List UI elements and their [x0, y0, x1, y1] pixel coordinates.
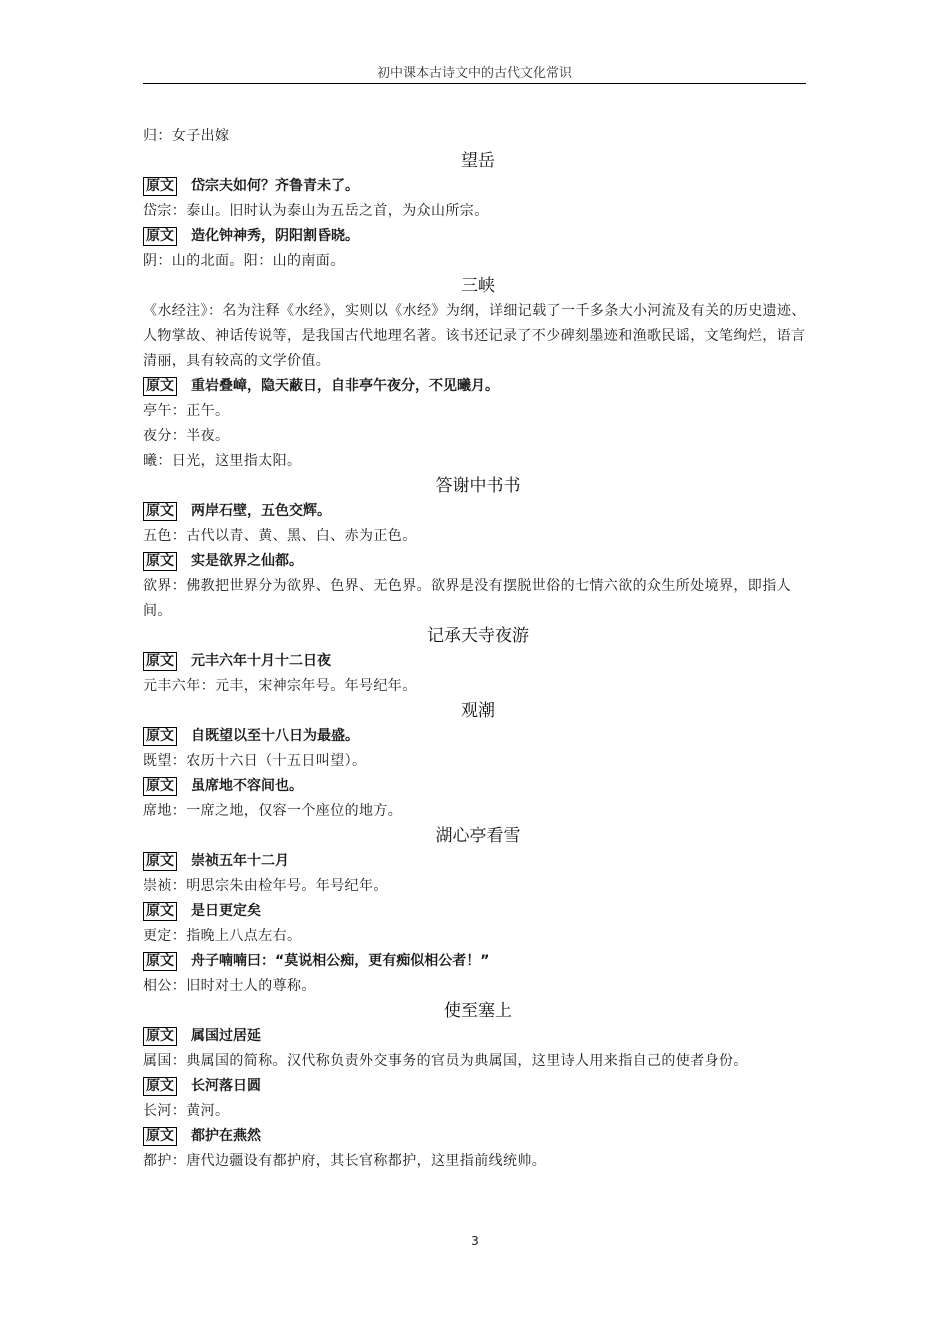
- original-text-line: [143, 949, 813, 974]
- annotation-line: 阴：山的北面。阳：山的南面。: [143, 253, 345, 269]
- original-text: 造化钟神秀，阴阳割昏晓。: [191, 228, 359, 244]
- annotation-paragraph: 欲界：佛教把世界分为欲界、色界、无色界。欲界是没有摆脱世俗的七情六欲的众生所处境界，即指人间。: [143, 578, 791, 619]
- original-text-tag: 原文: [143, 652, 177, 671]
- original-text-line: [143, 499, 813, 524]
- original-text-line: [143, 1024, 813, 1049]
- page-number: 3: [471, 1234, 479, 1248]
- original-text-tag: 原文: [143, 1077, 177, 1096]
- original-text-tag: 原文: [143, 727, 177, 746]
- original-text-line: [143, 649, 813, 674]
- original-text-line: [143, 374, 813, 399]
- section-title: 湖心亭看雪: [435, 826, 521, 846]
- annotation-line: 既望：农历十六日（十五日叫望）。: [143, 753, 367, 769]
- original-text-tag: 原文: [143, 552, 177, 571]
- original-text-tag: 原文: [143, 902, 177, 921]
- document-body: [143, 124, 813, 1174]
- annotation-line: 相公：旧时对士人的尊称。: [143, 978, 316, 994]
- section-title: 观潮: [461, 701, 495, 721]
- original-text-tag: 原文: [143, 227, 177, 246]
- original-text: 舟子喃喃曰：“莫说相公痴，更有痴似相公者！”: [191, 953, 490, 969]
- original-text-tag: 原文: [143, 502, 177, 521]
- annotation-line: 更定：指晚上八点左右。: [143, 928, 302, 944]
- annotation-line: 五色：古代以青、黄、黑、白、赤为正色。: [143, 528, 417, 544]
- annotation-line: 岱宗：泰山。旧时认为泰山为五岳之首，为众山所宗。: [143, 203, 489, 219]
- original-text-line: [143, 1074, 813, 1099]
- annotation-line: 亭午：正午。: [143, 403, 230, 419]
- original-text-tag: 原文: [143, 852, 177, 871]
- original-text: 崇祯五年十二月: [191, 853, 289, 869]
- original-text-tag: 原文: [143, 1027, 177, 1046]
- original-text-tag: 原文: [143, 377, 177, 396]
- annotation-line: 都护：唐代边疆设有都护府，其长官称都护，这里指前线统帅。: [143, 1153, 547, 1169]
- annotation-line: 夜分：半夜。: [143, 428, 230, 444]
- annotation-paragraph: 属国：典属国的简称。汉代称负责外交事务的官员为典属国，这里诗人用来指自己的使者身份。: [143, 1053, 748, 1069]
- original-text: 虽席地不容间也。: [191, 778, 303, 794]
- original-text: 长河落日圆: [191, 1078, 261, 1094]
- original-text-tag: 原文: [143, 1127, 177, 1146]
- original-text: 两岸石壁，五色交辉。: [191, 503, 331, 519]
- intro-note: 归：女子出嫁: [143, 128, 230, 144]
- annotation-line: 长河：黄河。: [143, 1103, 230, 1119]
- original-text: 属国过居延: [191, 1028, 261, 1044]
- header-divider: [143, 83, 806, 84]
- original-text-line: [143, 549, 813, 574]
- original-text-tag: 原文: [143, 777, 177, 796]
- original-text-line: [143, 899, 813, 924]
- section-title: 使至塞上: [444, 1001, 512, 1021]
- annotation-paragraph: 《水经注》：名为注释《水经》，实则以《水经》为纲，详细记载了一千多条大小河流及有关的历史遗迹、人物掌故、神话传说等，是我国古代地理名著。该书还记录了不少碑刻墨迹和渔歌民谣，文笔绚烂，语言清丽，具有较高的文学价值。: [143, 303, 806, 369]
- original-text: 岱宗夫如何？齐鲁青未了。: [191, 178, 359, 194]
- section-title: 望岳: [461, 151, 495, 171]
- original-text: 元丰六年十月十二日夜: [191, 653, 331, 669]
- section-title: 答谢中书书: [435, 476, 521, 496]
- original-text-line: [143, 224, 813, 249]
- original-text: 是日更定矣: [191, 903, 261, 919]
- section-title: 三峡: [461, 276, 495, 296]
- original-text-tag: 原文: [143, 177, 177, 196]
- original-text: 都护在燕然: [191, 1128, 261, 1144]
- annotation-line: 崇祯：明思宗朱由检年号。年号纪年。: [143, 878, 388, 894]
- original-text-line: [143, 724, 813, 749]
- original-text-line: [143, 849, 813, 874]
- annotation-line: 曦：日光，这里指太阳。: [143, 453, 302, 469]
- page-header-title: 初中课本古诗文中的古代文化常识: [376, 66, 572, 81]
- original-text-line: [143, 774, 813, 799]
- original-text-tag: 原文: [143, 952, 177, 971]
- section-title: 记承天寺夜游: [427, 626, 529, 646]
- original-text: 实是欲界之仙都。: [191, 553, 303, 569]
- original-text: 自既望以至十八日为最盛。: [191, 728, 359, 744]
- original-text-line: [143, 1124, 813, 1149]
- original-text: 重岩叠嶂，隐天蔽日，自非亭午夜分，不见曦月。: [191, 378, 499, 394]
- annotation-line: 席地：一席之地，仅容一个座位的地方。: [143, 803, 403, 819]
- original-text-line: [143, 174, 813, 199]
- annotation-line: 元丰六年：元丰，宋神宗年号。年号纪年。: [143, 678, 417, 694]
